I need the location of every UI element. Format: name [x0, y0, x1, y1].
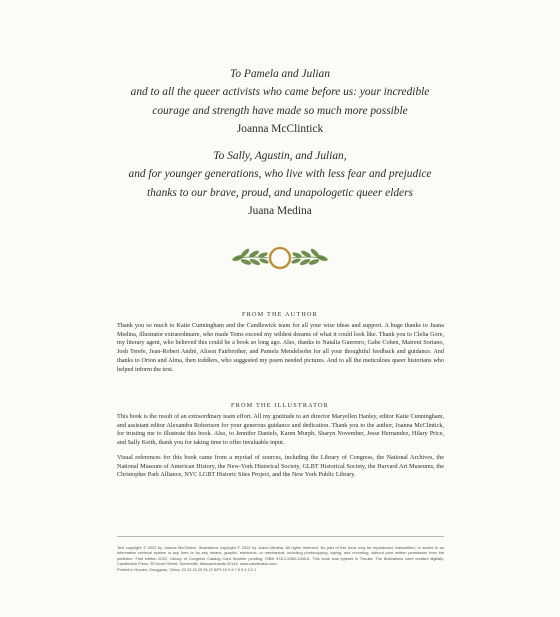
dedication-line: thanks to our brave, proud, and unapologetic queer elders	[147, 186, 413, 199]
dedication-juana	[0, 147, 560, 220]
dedication-line: To Pamela and Julian	[230, 68, 330, 80]
dedication-signature: Joanna McClintick	[236, 122, 324, 135]
laurel-ring-ornament-icon	[228, 241, 332, 273]
visual-references-text: Visual references for this book came from a myriad of sources, including the Library of Congress, the National Archives, the National Museum of American History, the New-York Historical Society, GLBT Historical Society, the Harvard Art Museums, the Christopher Park Alliance, NYC LGBT Historic Sites Project, and the New York Public Library.	[117, 454, 444, 479]
from-author-text: Thank you so much to Katie Cunningham and the Candlewick team for all your wise ideas and support. A huge thanks to Juana Medina, illustrator extraordinaire, who made Toms exceed my wildest dreams of what it could look like. Thank you to Clelia Gore, my literary agent, who believed this could be a book so long ago. Also, thanks to Natalia Guerrero, Gabe Cohen, Mairent Soriano, Josh Terefe, Jean-Robert André, Alison Fairbrother, and Pamela Mendelsohn for all your thoughtful feedback and guidance. And thanks to Orion and Alma, then toddlers, who suggested my poem needed pictures. And to all the meticulous queer historians who helped inform the text.	[117, 322, 444, 373]
copyright-text: Text copyright © 2022 by Joanna McClintick. Illustrations copyright © 2022 by Juana Medina. All rights reserved. No part of this book may be reproduced, transmitted, or stored in an information retrieval system in any form or by any means, graphic, electronic, or mechanical, including photocopying, taping, and recording, without prior written permission from the publisher. First edition 2022. Library of Congress Catalog Card Number pending. ISBN 978-1-5362-1345-6. This book was typeset in Tiroulia. The illustrations were created digitally. Candlewick Press, 99 Dover Street, Somerville, Massachusetts 02144. www.candlewick.com	[117, 545, 444, 567]
from-author-heading: FROM THE AUTHOR	[242, 311, 318, 318]
dedication-line: and for younger generations, who live with less fear and prejudice	[128, 168, 432, 181]
dedication-line: and to all the queer activists who came before us: your incredible	[130, 86, 430, 99]
printed-line: Printed in Humen, Dongguan, China. 22 23 24 25 26 27 APS 10 9 8 7 6 5 4 3 2 1	[117, 566, 257, 572]
dedication-line: To Sally, Agustin, and Julian,	[213, 150, 347, 162]
dedication-line: courage and strength have made so much more possible	[152, 104, 408, 117]
divider	[117, 536, 444, 537]
from-illustrator-text: This book is the result of an extraordinary team effort. All my gratitude to art director Maryellen Hanley, editor Katie Cunningham, and assistant editor Alexandra Robertson for your generous guidance and dedication. Thank you to the author, Joanna McClintick, for trusting me to illustrate this book. Also, to Jennifer Daniels, Karen Murph, Sharyn November, Jesse Hernandez, Hilary Price, and Sally Keith, thank you for taking time to offer invaluable input.	[117, 413, 444, 447]
copyright-block	[117, 545, 444, 572]
from-illustrator-heading: FROM THE ILLUSTRATOR	[230, 402, 330, 409]
dedication-signature: Juana Medina	[248, 204, 312, 217]
dedication-joanna	[0, 65, 560, 138]
